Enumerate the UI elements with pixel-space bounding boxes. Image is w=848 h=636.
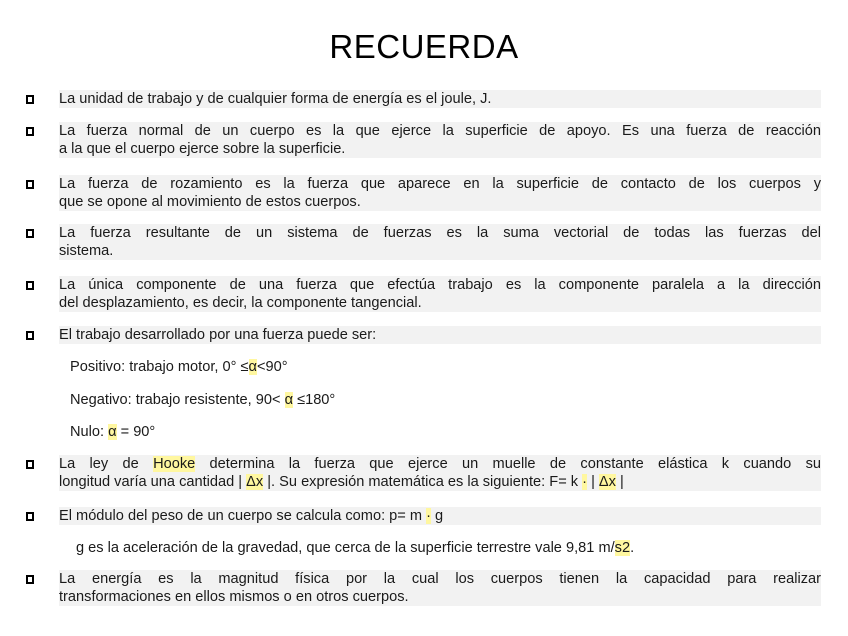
list-subitem-positive: Positivo: trabajo motor, 0° ≤α<90° <box>70 359 288 375</box>
bullet-icon <box>26 281 34 290</box>
bullet-icon <box>26 331 34 340</box>
list-subitem-null: Nulo: α = 90° <box>70 424 156 440</box>
list-item: La fuerza normal de un cuerpo es la que ejerce la superficie de apoyo. Es una fuerza de reacción a la que el cuerpo ejerce sobre la superficie. <box>59 123 821 157</box>
bullet-icon <box>26 512 34 521</box>
list-item: La unidad de trabajo y de cualquier forma de energía es el joule, J. <box>59 90 821 108</box>
list-item: La única componente de una fuerza que efectúa trabajo es la componente paralela a la dirección del desplazamiento, es decir, la componente tangencial. <box>59 277 821 311</box>
list-item: La ley de Hooke determina la fuerza que ejerce un muelle de constante elástica k cuando su longitud varía una cantidad | Δx |. Su expresión matemática es la siguiente: F= k · | Δx | <box>59 456 821 490</box>
bullet-icon <box>26 460 34 469</box>
list-item: El trabajo desarrollado por una fuerza puede ser: <box>59 326 821 344</box>
list-item: El módulo del peso de un cuerpo se calcula como: p= m · g <box>59 507 821 525</box>
list-item: La energía es la magnitud física por la cual los cuerpos tienen la capacidad para realizar transformaciones en ellos mismos o en otros cuerpos. <box>59 571 821 605</box>
bullet-icon <box>26 95 34 104</box>
list-item: La fuerza resultante de un sistema de fuerzas es la suma vectorial de todas las fuerzas del sistema. <box>59 225 821 259</box>
bullet-icon <box>26 229 34 238</box>
bullet-icon <box>26 180 34 189</box>
page-title: RECUERDA <box>329 28 519 65</box>
bullet-icon <box>26 127 34 136</box>
list-subitem-negative: Negativo: trabajo resistente, 90< α ≤180° <box>70 392 336 408</box>
list-subitem-gravity: g es la aceleración de la gravedad, que cerca de la superficie terrestre vale 9,81 m/s2. <box>76 540 635 556</box>
bullet-icon <box>26 575 34 584</box>
list-item: La fuerza de rozamiento es la fuerza que aparece en la superficie de contacto de los cuerpos y que se opone al movimiento de estos cuerpos. <box>59 176 821 210</box>
